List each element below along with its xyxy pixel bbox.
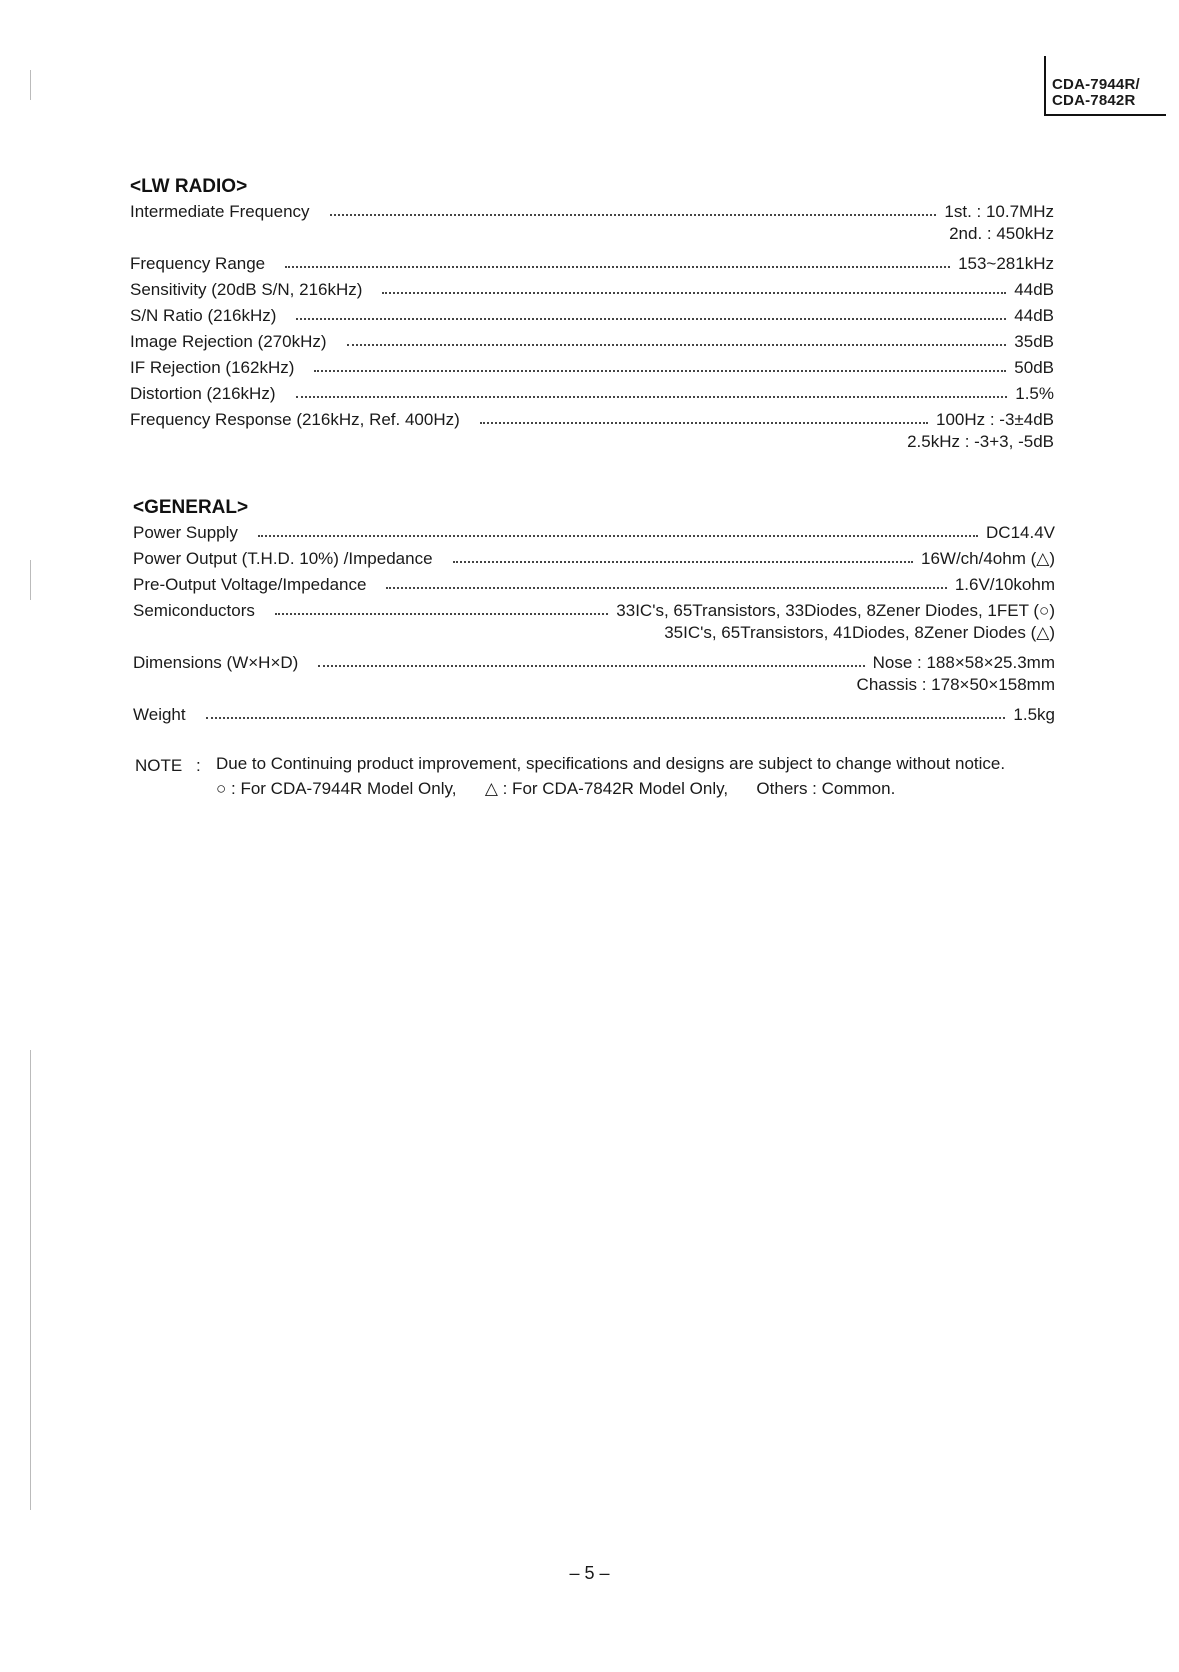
spec-value-continued: 35IC's, 65Transistors, 41Diodes, 8Zener Diodes (△): [664, 623, 1055, 642]
spec-value: 16W/ch/4ohm (△): [921, 549, 1055, 568]
leader-dots: [453, 560, 913, 563]
spec-value: 1.5kg: [1013, 705, 1055, 724]
note-text: Due to Continuing product improvement, specifications and designs are subject to change without notice.: [216, 754, 1006, 773]
spec-value: 1.6V/10kohm: [954, 575, 1055, 594]
spec-label: Image Rejection (270kHz): [130, 332, 327, 351]
spec-row-dimensions: [133, 647, 1055, 673]
scan-margin-mark: [30, 1050, 31, 1510]
lw-radio-title: <LW RADIO>: [130, 176, 248, 197]
spec-value: DC14.4V: [986, 523, 1055, 542]
spec-row-sensitivity: [130, 274, 1054, 300]
note-colon: :: [196, 756, 201, 775]
leader-dots: [275, 612, 608, 615]
model-number-line-2: CDA-7842R: [1052, 92, 1136, 109]
page-number: – 5 –: [569, 1563, 610, 1583]
spec-label: Frequency Range: [130, 254, 266, 273]
leader-dots: [314, 369, 1006, 372]
leader-dots: [258, 534, 978, 537]
leader-dots: [382, 291, 1006, 294]
spec-row-power-supply: [133, 517, 1055, 543]
leader-dots: [296, 317, 1006, 320]
scan-margin-mark: [30, 70, 31, 100]
spec-row-pre-output: [133, 569, 1055, 595]
spec-row-weight: [133, 699, 1055, 725]
spec-value-continued: 2.5kHz : -3+3, -5dB: [907, 432, 1054, 451]
spec-row-if-rejection: [130, 352, 1054, 378]
leader-dots: [480, 421, 928, 424]
spec-label: Semiconductors: [133, 601, 255, 620]
spec-row-image-rejection: [130, 326, 1054, 352]
note-legend: ○ : For CDA-7944R Model Only, △ : For CDA-7842R Model Only, Others : Common.: [216, 779, 896, 798]
spec-value: 1st. : 10.7MHz: [944, 202, 1054, 221]
spec-label: Power Output (T.H.D. 10%) /Impedance: [133, 549, 433, 568]
general-title: <GENERAL>: [133, 497, 249, 518]
spec-label: Intermediate Frequency: [130, 202, 310, 221]
spec-row-distortion: [130, 378, 1054, 404]
spec-label: Distortion (216kHz): [130, 384, 276, 403]
spec-value: 33IC's, 65Transistors, 33Diodes, 8Zener Diodes, 1FET (○): [616, 601, 1055, 620]
spec-label: S/N Ratio (216kHz): [130, 306, 277, 325]
note-label: NOTE: [135, 756, 183, 775]
spec-row-power-output: [133, 543, 1055, 569]
leader-dots: [386, 586, 946, 589]
spec-label: Frequency Response (216kHz, Ref. 400Hz): [130, 410, 460, 429]
spec-value-continued: 2nd. : 450kHz: [949, 224, 1054, 243]
leader-dots: [347, 343, 1007, 346]
spec-value: 1.5%: [1015, 384, 1054, 403]
spec-value: 100Hz : -3±4dB: [935, 410, 1054, 429]
spec-row-sn-ratio: [130, 300, 1054, 326]
spec-value-continued: Chassis : 178×50×158mm: [856, 675, 1055, 694]
leader-dots: [330, 213, 937, 216]
spec-row-frequency-range: [130, 248, 1054, 274]
spec-value: 153~281kHz: [958, 254, 1054, 273]
spec-value: 44dB: [1014, 306, 1054, 325]
spec-row-intermediate-frequency: [130, 196, 1054, 222]
spec-label: Pre-Output Voltage/Impedance: [133, 575, 367, 594]
spec-label: Dimensions (W×H×D): [133, 653, 299, 672]
leader-dots: [285, 265, 950, 268]
spec-label: Power Supply: [133, 523, 238, 542]
model-number-line-1: CDA-7944R/: [1052, 76, 1140, 93]
spec-value: 50dB: [1014, 358, 1054, 377]
scan-margin-mark: [30, 560, 31, 600]
spec-label: Weight: [133, 705, 186, 724]
leader-dots: [296, 395, 1008, 398]
spec-row-frequency-response: [130, 404, 1054, 430]
spec-label: IF Rejection (162kHz): [130, 358, 295, 377]
leader-dots: [318, 664, 864, 667]
spec-label: Sensitivity (20dB S/N, 216kHz): [130, 280, 363, 299]
model-number-box: [1044, 56, 1166, 116]
leader-dots: [206, 716, 1006, 719]
spec-value: Nose : 188×58×25.3mm: [872, 653, 1055, 672]
spec-value: 44dB: [1014, 280, 1054, 299]
spec-value: 35dB: [1014, 332, 1054, 351]
spec-row-semiconductors: [133, 595, 1055, 621]
